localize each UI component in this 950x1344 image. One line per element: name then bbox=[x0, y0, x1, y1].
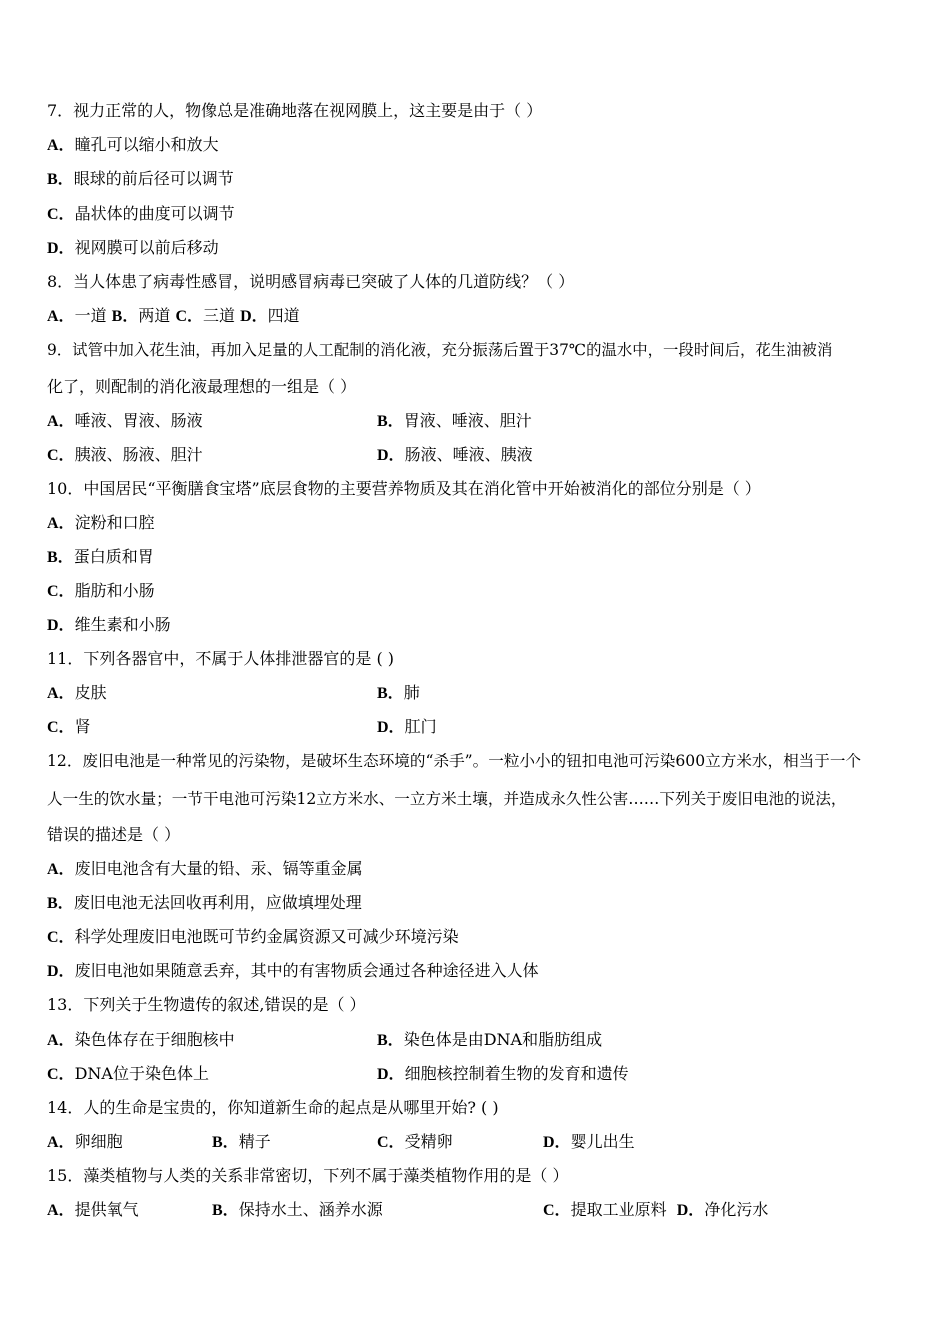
q10-option-b: B．蛋白质和胃 bbox=[47, 547, 154, 566]
q9-option-d: D．肠液、唾液、胰液 bbox=[377, 445, 533, 464]
q12-option-a: A．废旧电池含有大量的铅、汞、镉等重金属 bbox=[47, 859, 363, 878]
q7-option-b: B．眼球的前后径可以调节 bbox=[47, 169, 234, 188]
q15-option-a: A．提供氧气 bbox=[47, 1200, 139, 1219]
q9-stem-line2: 化了，则配制的消化液最理想的一组是（ ） bbox=[47, 377, 357, 396]
q14-option-c: C．受精卵 bbox=[377, 1132, 453, 1151]
q9-option-c: C．胰液、肠液、胆汁 bbox=[47, 445, 203, 464]
q11-option-d: D．肛门 bbox=[377, 717, 437, 736]
q9-stem-line1: 9．试管中加入花生油，再加入足量的人工配制的消化液，充分振荡后置于37℃的温水中，一段时间后，花生油被消 bbox=[47, 341, 833, 359]
q7-option-d: D．视网膜可以前后移动 bbox=[47, 238, 219, 257]
q10-option-a: A．淀粉和口腔 bbox=[47, 513, 155, 532]
q15-option-cd: C．提取工业原料 D．净化污水 bbox=[543, 1200, 769, 1219]
q14-stem: 14．人的生命是宝贵的，你知道新生命的起点是从哪里开始? ( ) bbox=[47, 1098, 499, 1117]
q11-option-c: C．肾 bbox=[47, 717, 91, 736]
q12-stem-line3: 错误的描述是（ ） bbox=[47, 825, 181, 844]
q7-stem: 7．视力正常的人，物像总是准确地落在视网膜上，这主要是由于（ ） bbox=[47, 101, 543, 120]
q13-option-a: A．染色体存在于细胞核中 bbox=[47, 1030, 235, 1049]
q14-option-a: A．卵细胞 bbox=[47, 1132, 123, 1151]
q12-option-d: D．废旧电池如果随意丢弃，其中的有害物质会通过各种途径进入人体 bbox=[47, 961, 539, 980]
q13-stem: 13．下列关于生物遗传的叙述,错误的是（ ） bbox=[47, 995, 366, 1014]
q9-option-a: A．唾液、胃液、肠液 bbox=[47, 411, 203, 430]
q15-stem: 15．藻类植物与人类的关系非常密切，下列不属于藻类植物作用的是（ ） bbox=[47, 1166, 569, 1185]
q8-options: A．一道 B．两道 C．三道 D．四道 bbox=[47, 306, 300, 325]
q12-option-c: C．科学处理废旧电池既可节约金属资源又可减少环境污染 bbox=[47, 927, 459, 946]
q8-stem: 8．当人体患了病毒性感冒，说明感冒病毒已突破了人体的几道防线？（ ） bbox=[47, 272, 575, 291]
q11-option-a: A．皮肤 bbox=[47, 683, 107, 702]
q7-option-c: C．晶状体的曲度可以调节 bbox=[47, 204, 235, 223]
q9-option-b: B．胃液、唾液、胆汁 bbox=[377, 411, 532, 430]
q7-option-a: A．瞳孔可以缩小和放大 bbox=[47, 135, 219, 154]
q11-stem: 11．下列各器官中，不属于人体排泄器官的是 ( ) bbox=[47, 649, 395, 668]
q13-option-d: D．细胞核控制着生物的发育和遗传 bbox=[377, 1064, 629, 1083]
q10-stem: 10．中国居民“平衡膳食宝塔”底层食物的主要营养物质及其在消化管中开始被消化的部位分别是（ ） bbox=[47, 479, 761, 498]
q12-stem-line1: 12．废旧电池是一种常见的污染物，是破坏生态环境的“杀手”。一粒小小的钮扣电池可污染600立方米水，相当于一个 bbox=[47, 752, 862, 770]
q14-option-d: D．婴儿出生 bbox=[543, 1132, 635, 1151]
q13-option-b: B．染色体是由DNA和脂肪组成 bbox=[377, 1030, 603, 1049]
q14-option-b: B．精子 bbox=[212, 1132, 271, 1151]
q13-option-c: C．DNA位于染色体上 bbox=[47, 1064, 209, 1083]
q10-option-d: D．维生素和小肠 bbox=[47, 615, 171, 634]
q12-option-b: B．废旧电池无法回收再利用，应做填埋处理 bbox=[47, 893, 362, 912]
q15-option-b: B．保持水土、涵养水源 bbox=[212, 1200, 383, 1219]
q11-option-b: B．肺 bbox=[377, 683, 420, 702]
q12-stem-line2: 人一生的饮水量；一节干电池可污染12立方米水、一立方米土壤，并造成永久性公害……下列关于废旧电池的说法， bbox=[47, 790, 847, 808]
q10-option-c: C．脂肪和小肠 bbox=[47, 581, 155, 600]
